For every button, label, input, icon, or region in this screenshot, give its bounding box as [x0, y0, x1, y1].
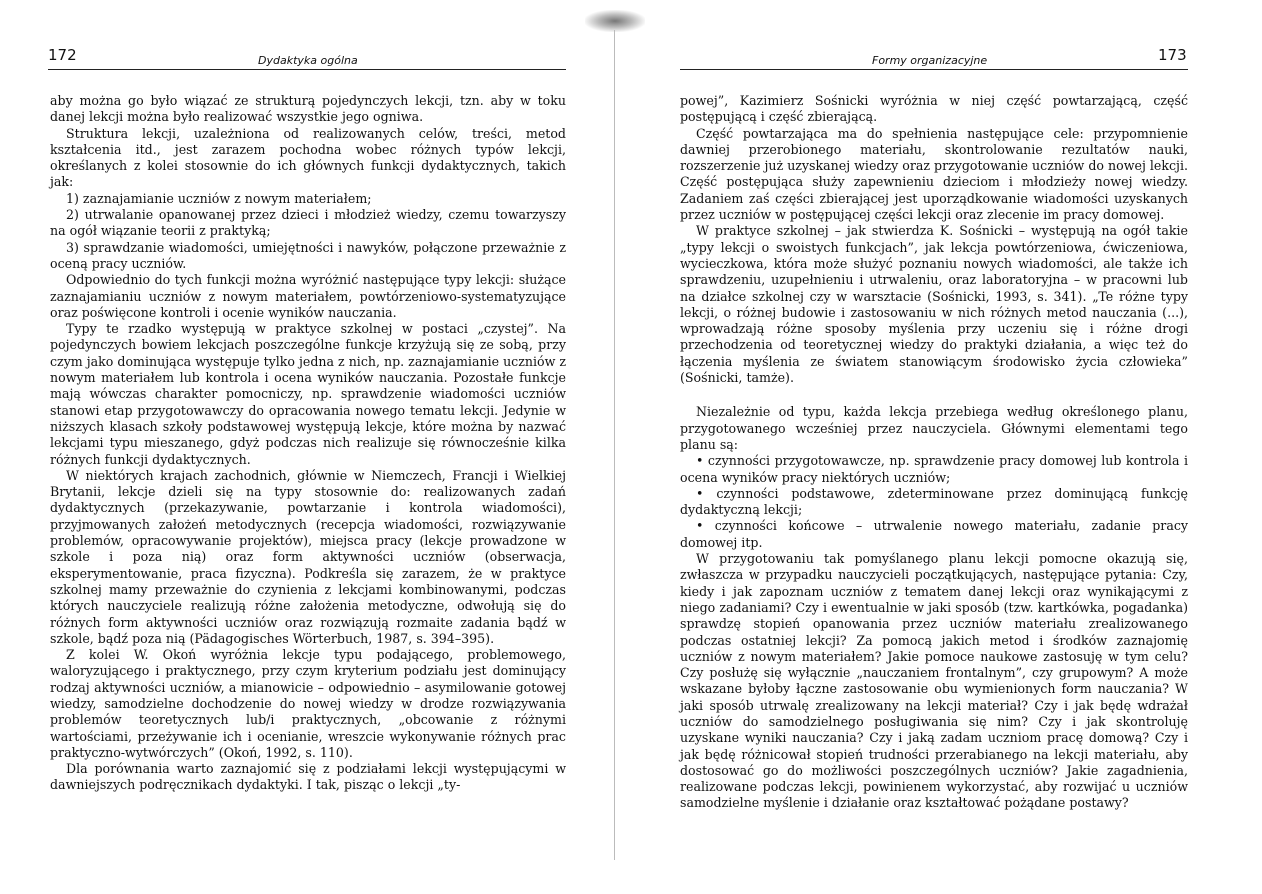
list-item: • czynności przygotowawcze, np. sprawdzenie pracy domowej lub kontrola i ocena wyników pracy niektórych uczniów; [680, 453, 1188, 485]
left-page [0, 0, 610, 894]
list-item: • czynności podstawowe, zdeterminowane przez dominującą funkcję dydaktyczną lekcji; [680, 485, 1188, 518]
paragraph: Struktura lekcji, uzależniona od realizowanych celów, treści, metod kształcenia itd., jest zarazem pochodna wobec różnych typów lekcji, określanych z kolei stosownie do ich głównych funkcji dydaktycznych, takich jak: [50, 125, 566, 190]
list-item: 1) zaznajamianie uczniów z nowym materiałem; [66, 190, 372, 206]
header-rule [48, 69, 566, 70]
running-title: Formy organizacyjne [872, 54, 988, 67]
paragraph: aby można go było wiązać ze strukturą pojedynczych lekcji, tzn. aby w toku danej lekcji można było realizować wszystkie jego ogniwa. [50, 93, 566, 125]
running-title: Dydaktyka ogólna [258, 54, 358, 67]
right-body-text [680, 93, 1188, 812]
book-spine [614, 30, 615, 860]
list-item: • czynności końcowe – utrwalenie nowego materiału, zadanie pracy domowej itp. [680, 518, 1188, 550]
paragraph: Z kolei W. Okoń wyróżnia lekcje typu podającego, problemowego, waloryzującego i praktycznego, przy czym kryterium podziału jest dominujący rodzaj aktywności uczniów, a mianowicie – odpowiednio – asymilowanie gotowej wiedzy, samodzielne dochodzenie do nowej wiedzy w drodze rozwiązywania problemów teoretycznych lub/i praktycznych, „obcowanie z różnymi wartościami, przeżywanie ich i ocenianie, wreszcie wykonywanie różnych prac praktyczno-wytwórczych” (Okoń, 1992, s. 110). [50, 647, 566, 760]
list-item: 3) sprawdzanie wiadomości, umiejętności i nawyków, połączone przeważnie z oceną pracy uczniów. [50, 239, 566, 271]
paragraph: Niezależnie od typu, każda lekcja przebiega według określonego planu, przygotowanego wcześniej przez nauczyciela. Głównymi elementami tego planu są: [680, 404, 1188, 452]
paragraph: Część powtarzająca ma do spełnienia następujące cele: przypomnienie dawniej przerobionego materiału, skontrolowanie rezultatów nauki, rozszerzenie już uzyskanej wiedzy oraz przygotowanie uczniów do nowej lekcji. Część postępująca służy zapewnieniu dzieciom i młodzieży nowej wiedzy. Zadaniem zaś części zbierającej jest uporządkowanie wiadomości uzyskanych przez uczniów w postępującej części lekcji oraz zlecenie im pracy domowej. [680, 125, 1188, 223]
right-page [620, 0, 1262, 894]
paragraph: powej”, Kazimierz Sośnicki wyróżnia w niej część powtarzającą, część postępującą i część zbierającą. [680, 93, 1188, 125]
paragraph: Dla porównania warto zaznajomić się z podziałami lekcji występującymi w dawniejszych podręcznikach dydaktyki. I tak, pisząc o lekcji „ty- [50, 761, 566, 793]
paragraph-gap [680, 386, 1188, 404]
paragraph: Typy te rzadko występują w praktyce szkolnej w postaci „czystej”. Na pojedynczych bowiem lekcjach poszczególne funkcje krzyżują się ze sobą, przy czym jako dominująca występuje tylko jedna z nich, np. zaznajamianie uczniów z nowym materiałem lub kontrola i ocena wyników nauczania. Pozostałe funkcje mają wówczas charakter pomocniczy, np. sprawdzenie wiadomości uczniów stanowi etap przygotowawczy do opracowania nowego tematu lekcji. Jedynie w niższych klasach szkoły podstawowej występują lekcje, które można by nazwać lekcjami typu mieszanego, gdyż podczas nich realizuje się równocześnie kilka różnych funkcji dydaktycznych. [50, 321, 567, 467]
paragraph: W przygotowaniu tak pomyślanego planu lekcji pomocne okazują się, zwłaszcza w przypadku nauczycieli początkujących, następujące pytania: Czy, kiedy i jak zapoznam uczniów z tematem danej lekcji oraz wynikającymi z niego zadaniami? Czy i ewentualnie w jaki sposób (tzw. kartkówka, pogadanka) sprawdzę stopień opanowania przez uczniów materiału zrealizowanego podczas ostatniej lekcji? Za pomocą jakich metod i środków zaznajomię uczniów z nowym materiałem? Jakie pomoce naukowe zastosuję w tym celu? Czy posłużę się wyłącznie „nauczaniem frontalnym”, czy grupowym? A może wskazane byłoby łączne zastosowanie obu wymienionych form nauczania? W jaki sposób utrwalę zrealizowany na lekcji materiał? Czy i jak będę wdrażał uczniów do samodzielnego posługiwania się nim? Czy i jak skontroluję uzyskane wyniki nauczania? Czy i jaką zadam uczniom pracę domową? Czy i jak będę różnicował stopień trudności przerabianego na lekcji materiału, aby dostosować go do możliwości poszczególnych uczniów? Jakie zagadnienia, realizowane podczas lekcji, powinienem wykorzystać, aby rozwijać u uczniów samodzielne myślenie i działanie oraz kształtować pożądane postawy? [680, 551, 1188, 811]
page-number: 173 [1158, 46, 1187, 64]
left-body-text [50, 93, 566, 794]
header-rule [680, 69, 1188, 70]
paragraph: W praktyce szkolnej – jak stwierdza K. Sośnicki – występują na ogół takie „typy lekcji o swoistych funkcjach”, jak lekcja powtórzeniowa, ćwiczeniowa, wycieczkowa, która może służyć poznaniu nowych wiadomości, ale także ich sprawdzeniu, uzupełnieniu i utrwaleniu, oraz laboratoryjna – w pracowni lub na działce szkolnej czy w warsztacie (Sośnicki, 1993, s. 341). „Te różne typy lekcji, o różnej budowie i zastosowaniu w nich różnych metod nauczania (...), wprowadzają różne sposoby myślenia przy uczeniu się i różne drogi przechodzenia od teoretycznej wiedzy do praktyki działania, a więc też do łączenia myślenia ze światem stanowiącym środowisko życia człowieka” (Sośnicki, tamże). [680, 223, 1188, 386]
paragraph: Odpowiednio do tych funkcji można wyróżnić następujące typy lekcji: służące zaznajamianiu uczniów z nowym materiałem, powtórzeniowo-systematyzujące oraz poświęcone kontroli i ocenie wyników nauczania. [50, 272, 566, 320]
page-number: 172 [48, 46, 77, 64]
list-item: 2) utrwalanie opanowanej przez dzieci i młodzież wiedzy, czemu towarzyszy na ogół wiązanie teorii z praktyką; [50, 207, 566, 239]
paragraph: W niektórych krajach zachodnich, głównie w Niemczech, Francji i Wielkiej Brytanii, lekcje dzieli się na typy stosownie do: realizowanych zadań dydaktycznych (przekazywanie, powtarzanie i kontrola wiadomości), przyjmowanych założeń metodycznych (recepcja wiadomości, rozwiązywanie problemów, opracowywanie projektów), miejsca pracy (lekcje prowadzone w szkole i poza nią) oraz form aktywności uczniów (obserwacja, eksperymentowanie, praca fizyczna). Podkreśla się zarazem, że w praktyce szkolnej mamy przeważnie do czynienia z lekcjami kombinowanymi, podczas których nauczyciele realizują różne założenia metodyczne, odwołują się do różnych form aktywności uczniów oraz rozwiązują rozmaite zadania bądź w szkole, bądź poza nią (Pädagogisches Wörterbuch, 1987, s. 394–395). [50, 467, 566, 646]
